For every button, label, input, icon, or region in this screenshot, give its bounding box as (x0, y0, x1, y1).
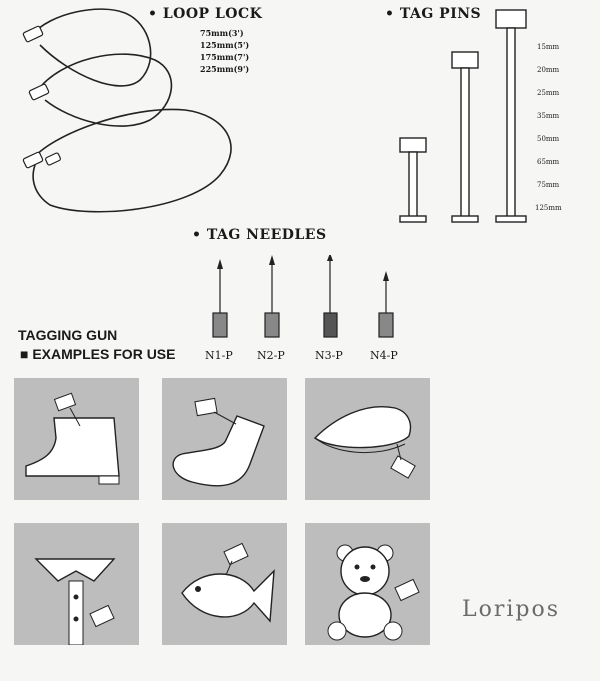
example-tile-boot (14, 378, 139, 500)
tag-pin-size: 20mm (537, 66, 560, 74)
brand-logo-text: Loripos (462, 597, 561, 622)
example-tile-fish (162, 523, 287, 645)
fish-icon (162, 523, 287, 645)
loop-lock-sizes (200, 27, 249, 75)
loop-lock-size: 75mm(3') (200, 28, 244, 38)
sock-icon (162, 378, 287, 500)
loop-lock-size: 125mm(5') (200, 40, 250, 50)
tag-pin-size: 25mm (537, 89, 560, 97)
tag-pin-size: 35mm (537, 112, 560, 120)
tag-pin-size: 125mm (535, 204, 562, 212)
teddy-bear-icon (305, 523, 430, 645)
tag-pin-size: 75mm (537, 181, 560, 189)
needle-label-n3: N3-P (315, 349, 343, 362)
example-tile-bear (305, 523, 430, 645)
tag-pin-size: 50mm (537, 135, 560, 143)
example-tile-hat (305, 378, 430, 500)
tag-pins-illustration (398, 6, 533, 231)
tag-needles-title: • TAG NEEDLES (192, 227, 327, 243)
boot-icon (14, 378, 139, 500)
loop-lock-size: 175mm(7') (200, 52, 250, 62)
tagging-gun-title: TAGGING GUN (18, 327, 118, 343)
tag-pin-size: 15mm (537, 43, 560, 51)
example-tile-shirt (14, 523, 139, 645)
needle-label-n2: N2-P (257, 349, 285, 362)
example-tile-sock (162, 378, 287, 500)
tag-needles-illustration (200, 255, 410, 345)
needle-label-n1: N1-P (205, 349, 233, 362)
loop-lock-size: 225mm(9') (200, 64, 250, 74)
shirt-collar-icon (14, 523, 139, 645)
loop-lock-title: • LOOP LOCK (148, 6, 263, 22)
needle-label-n4: N4-P (370, 349, 398, 362)
tag-pin-size: 65mm (537, 158, 560, 166)
tag-pins-title: • TAG PINS (385, 6, 482, 22)
hat-icon (305, 378, 430, 500)
examples-for-use-title: ■ EXAMPLES FOR USE (20, 346, 176, 362)
